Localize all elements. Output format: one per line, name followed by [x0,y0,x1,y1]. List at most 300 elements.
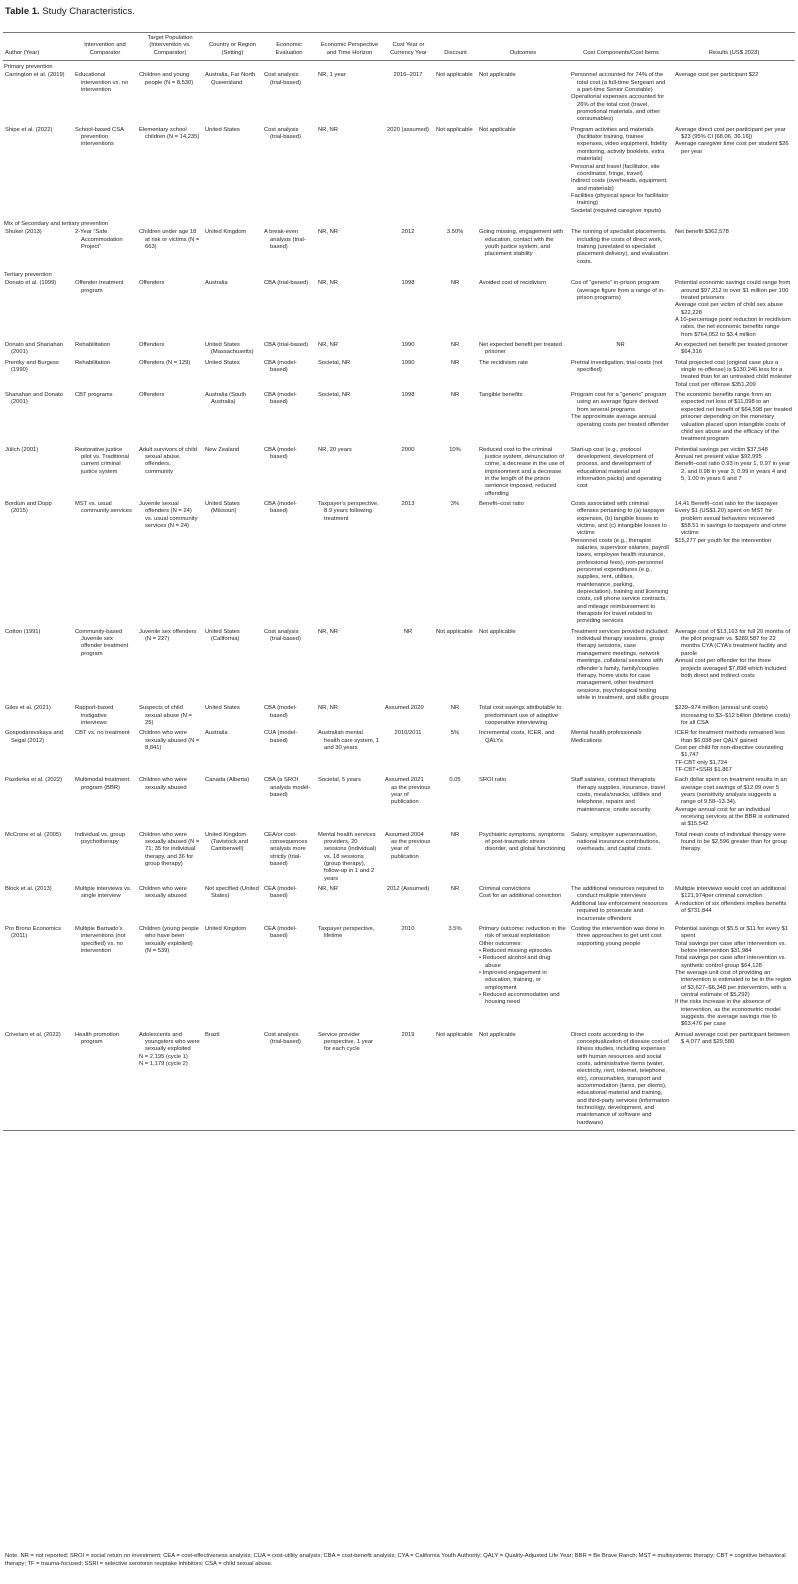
author-cell [3,501,73,629]
outcomes-cell [477,360,569,392]
outcomes-cell [477,1032,569,1131]
cell-text: Prentky and Burgess (1990) [5,359,59,374]
cell-text: Not applicable [436,628,473,635]
cell-text: The approximate average annual operating costs per treated offender [571,414,669,428]
cell-text: The running of specialist placements, including the costs of direct work, training (unrelated to specialist placement delivery), and evaluation costs. [571,229,669,265]
evaluation-cell [262,392,316,446]
cell-text: Australia, Far North Queensland [205,72,256,86]
author-cell [3,360,73,392]
cell-text: CUA (model-based) [264,730,298,744]
cell-text: Not applicable [479,628,516,635]
cell-text: 1998 [401,280,415,287]
evaluation-cell [262,447,316,501]
cell-text: Community-based Juvenile sex offender treatment program [75,628,129,657]
cell-text: NR [450,886,460,893]
cell-text: NR [450,280,460,287]
cost-components-cell [569,730,673,777]
cell-text: TF-CBT only $1,724 [675,759,728,766]
section-label: Tertiary prevention [4,271,52,278]
cell-text: CBA (trial-based) [264,280,309,287]
cost-year-cell [383,777,434,831]
discount-cell [434,1032,477,1131]
cell-text: ICER for treatment methods remained less than $6,038 per QALY gained [675,730,785,744]
cell-text: Total cost per offense $351,209 [675,381,756,388]
country-cell [203,629,262,705]
cell-text: CBA (model-based) [264,446,297,460]
author-cell [3,1032,73,1131]
cost-components-cell [569,832,673,886]
cost-year-cell [383,72,434,126]
cell-text: Individual vs. group psychotherapy [75,831,125,846]
evaluation-cell [262,832,316,886]
perspective-cell [316,360,383,392]
cell-text: Juvenile sex offenders (N = 227) [139,628,197,643]
cell-text: CBT programs [75,392,113,399]
discount-cell [434,447,477,501]
evaluation-cell [262,342,316,360]
column-header: Author (Year) [5,49,40,56]
cell-text: The recidivism rate [479,359,528,366]
cell-text: If the risks increase in the absence of intervention, as the econometric model suggests, the average savings rise to $63,476 per case [675,999,781,1028]
cell-text: Not specified (United States) [205,886,259,900]
cell-text: NR, NR [318,126,338,133]
discount-cell [434,832,477,886]
cell-text: Children who were sexually abused (N = 71; 35 for individual therapy, and 36 for group therapy) [139,831,200,868]
cell-text: Net benefit $362,578 [675,229,729,236]
cost-components-cell [569,72,673,126]
cell-text: 1990 [401,359,415,366]
cell-text: Societal, NR [318,359,351,366]
intervention-cell [73,501,137,629]
cell-text: 2016–2017 [393,72,423,79]
discount-cell [434,360,477,392]
cell-text: Societal, NR [318,392,351,399]
country-cell [203,832,262,886]
results-cell [673,629,795,705]
cell-text: Medications [571,737,602,744]
cost-components-cell [569,360,673,392]
author-cell [3,629,73,705]
column-header: Outcomes [509,49,537,56]
cell-text: United States (Missouri) [205,500,240,515]
cell-text: Average annual cost for an individual receiving services at the BBR is estimated at $15,542 [675,806,790,828]
author-cell [3,127,73,218]
table-row [3,629,795,705]
column-header: Target Population (Intervention vs. Comparator) [147,35,193,56]
cost-components-cell [569,886,673,926]
cell-text: Children who were sexually abused [139,777,188,791]
cell-text: Children who were sexually abused (N = 8,841) [139,730,200,751]
perspective-cell [316,392,383,446]
cell-text: Offender treatment program [75,280,124,294]
country-cell [203,229,262,269]
cell-text: 3% [450,500,460,507]
perspective-cell [316,777,383,831]
cell-text: Cotton (1991) [5,628,41,635]
table-row [3,229,795,269]
discount-cell [434,705,477,730]
cell-text: Average cost per victim of child sex abuse $22,228 [675,302,784,316]
cell-text: NR [450,342,460,349]
results-cell [673,886,795,926]
cost-components-cell [569,280,673,342]
population-cell [137,777,203,831]
cell-text: Children and young people (N = 8,530) [139,72,194,86]
results-cell [673,280,795,342]
cell-text: Not applicable [479,72,516,79]
intervention-cell [73,730,137,777]
table-row [3,926,795,1032]
results-cell [673,72,795,126]
cost-year-cell [383,886,434,926]
cell-text: Assumed 2004 as the previous year of publication [385,831,431,860]
perspective-cell [316,926,383,1032]
cell-text: N = 2,195 (cycle 1) [139,1053,188,1060]
column-header: Results (US$ 2023) [708,49,760,56]
cell-text: NR, NR [318,280,338,287]
country-cell [203,360,262,392]
cell-text: Total mean costs of individual therapy were found to be $2,596 greater than for group therapy [675,831,788,853]
cell-text: CEA (model-based) [264,925,297,940]
cost-components-cell [569,501,673,629]
author-cell [3,447,73,501]
cost-year-cell [383,832,434,886]
cell-text: United States (Massachusetts) [205,342,254,356]
cell-text: Treatment services provided included; individual therapy sessions, group therapy sessions, case management meetings, network meetings, collateral sessions with offender’s family, family/couples therapy, home visits for case management, other treatment sessions, psychological testing while in treatment, and skills groups [571,628,669,701]
results-cell [673,1032,795,1131]
cell-text: Costing the intervention was done in three approaches to get unit cost supporting young people [571,925,665,947]
cell-text: The average unit cost of providing an intervention is estimated to be in the region of $3,627–$6,348 per intervention, with a central estimate of $5,292) [675,969,792,998]
cell-text: Adolescents and youngsters who were sexually exploited [139,1031,200,1053]
population-cell [137,229,203,269]
cell-text: SROI ratio [479,777,507,784]
cell-text: New Zealand [205,446,240,453]
cell-text: Australian mental health care system, 1 and 30 years [318,730,380,751]
outcomes-cell [477,629,569,705]
discount-cell [434,501,477,629]
cell-text: NR, NR [318,886,338,893]
table-row [3,280,795,342]
cell-text: Criminal convictions [479,886,531,893]
discount-cell [434,342,477,360]
section-label: Mix of Secondary and tertiary prevention [4,220,109,227]
cell-text: $239–974 million (annual unit costs) increasing to $3–$12 billion (lifetime costs) for all CSA [675,705,791,726]
discount-cell [434,280,477,342]
cell-text: United Kingdom (Tavistock and Camberwell) [205,831,249,853]
column-header: Intervention and Comparator [84,42,126,56]
cost-components-cell [569,926,673,1032]
intervention-cell [73,229,137,269]
cell-text: Rehabilitation [75,359,111,366]
cell-text: Donato and Shanahan (2001) [5,342,64,356]
country-cell [203,705,262,730]
outcomes-cell [477,705,569,730]
cost-components-cell [569,777,673,831]
country-cell [203,72,262,126]
discount-cell [434,730,477,777]
cost-year-cell [383,280,434,342]
column-header: Country or Region (Setting) [208,42,257,56]
discount-cell [434,886,477,926]
table-row [3,127,795,218]
table-title: Study Characteristics. [42,6,135,17]
outcomes-cell [477,447,569,501]
cell-text: 1998 [401,392,415,399]
cell-text: Taxpayer perspective, lifetime [318,925,375,940]
cell-text: CEA (model-based) [264,886,297,900]
cell-text: The economic benefits range from an expected net loss of $11,098 to an expected net benefit of $64,598 per treated prisoner depending on the monetary valuation placed upon intangible costs of child sex abuse and the efficacy of the treatment program [675,392,792,443]
cell-text: Program activities and materials (facilitator training, trainee expenses, video equipment, fidelity monitoring, activity booklets, extra materials) [571,126,668,163]
perspective-cell [316,501,383,629]
country-cell [203,501,262,629]
cell-text: Additional law enforcement resources required to prosecute and incarcerate offenders [571,900,668,922]
intervention-cell [73,629,137,705]
intervention-cell [73,280,137,342]
cell-text: 2010 [401,925,415,932]
cell-text: Offenders [139,392,165,399]
cell-text: Carrington et al. (2019) [5,72,65,79]
population-cell [137,447,203,501]
section-label: Primary prevention [4,64,53,71]
evaluation-cell [262,629,316,705]
cost-components-cell [569,229,673,269]
intervention-cell [73,886,137,926]
author-cell [3,926,73,1032]
cell-text: Multimodal treatment program (BBR) [75,777,130,791]
cell-text: CBA (model-based) [264,500,297,515]
cell-text: Incremental costs, ICER, and QALYs [479,730,555,744]
cell-text: NR [450,359,460,366]
cell-text: Primary outcome: reduction in the risk of sexual exploitation [479,925,566,940]
cell-text: Pro Brono Economics (2011) [5,925,62,940]
author-cell [3,886,73,926]
cell-text: Average caregiver time cost per student $26 per year [675,141,789,155]
cost-year-cell [383,629,434,705]
cell-text: Cost for an additional conviction [479,893,562,900]
cell-text: Cost analysis (trial-based) [264,628,301,643]
perspective-cell [316,705,383,730]
cost-year-cell [383,926,434,1032]
population-cell [137,1032,203,1131]
table-row [3,1032,795,1131]
cell-text: CBA (model-based) [264,359,297,374]
cost-year-cell [383,229,434,269]
intervention-cell [73,342,137,360]
discount-cell [434,777,477,831]
column-header: Cost Components/Cost Items [583,49,659,56]
cell-text: Not applicable [436,126,473,133]
perspective-cell [316,280,383,342]
cell-text: Brazil [205,1031,220,1038]
cell-text: Offenders [139,280,165,287]
cost-year-cell [383,730,434,777]
cell-text: NR [450,831,460,838]
table-row [3,447,795,501]
cell-text: Shuker (2013) [5,229,42,236]
perspective-cell [316,730,383,777]
cell-text: MST vs. usual community services [75,500,132,515]
intervention-cell [73,127,137,218]
results-cell [673,926,795,1032]
table-note: Note. NR = not reported; SROI = social return on investment; CEA = cost-effectiveness analysis; CUA = cost-utility analysis; CBA = cost-benefit analysis; CYA = California Youth Authority; QALY = Quality-Adjusted Life Year; BBR = Be Brave Ranch; MST = multisystemic therapy; CBT = cognitive behavioral therapy; TF = trauma-focused; SSRI = selective serotonin reuptake inhibitors; CSA = child sexual abuse. [5,1553,786,1567]
cost-year-cell [383,360,434,392]
country-cell [203,342,262,360]
cell-text: Australia [205,730,228,737]
cell-text: Offenders (N = 129) [139,359,191,366]
cell-text: Potential savings per victim $37,548 [675,446,768,453]
population-cell [137,342,203,360]
author-cell [3,705,73,730]
outcomes-cell [477,832,569,886]
discount-cell [434,629,477,705]
cell-text: 3.50% [446,229,464,236]
discount-cell [434,127,477,218]
cell-text: 1990 [401,342,415,349]
cell-text: Elementary school children (N = 14,235) [139,126,200,141]
cell-text: Reduced cost to the criminal justice system, denunciation of crime, a decrease in the use of imprisonment and a decrease in the length of the prison sentence imposed, reduced offending [479,446,565,497]
section-row [3,218,795,229]
table-row [3,705,795,730]
intervention-cell [73,705,137,730]
author-cell [3,730,73,777]
cell-text: Direct costs according to the conceptualization of disease cost-of illness studies, including expenses with human resources and social costs, administrative items (water, electricity, rent, internet, telephone, etc), consumables, transport and accommodation (fares, per diems), educational material and training, and third-party services (information technology, development, and maintenance of software and hardware) [571,1031,670,1126]
cell-text: NR, NR [318,342,338,349]
cell-text: Operational expenses accounted for 26% of the total cost (travel, promotional materials, and other consumables) [571,94,665,123]
cell-text: Personal and travel (facilitator, site coordinator, fringe, travel) [571,163,660,177]
cell-text: Not applicable [479,126,516,133]
population-cell [137,392,203,446]
author-cell [3,777,73,831]
section-row [3,61,795,73]
intervention-cell [73,926,137,1032]
cell-text: Australia (South Australia) [205,392,247,406]
cell-text: United States (California) [205,628,240,643]
cell-text: Gospodarevskaya and Segal (2012) [5,730,64,744]
cell-text: Pazderka et al. (2022) [5,777,63,784]
cell-text: Canada (Alberta) [205,777,250,784]
evaluation-cell [262,360,316,392]
cell-text: Health promotion program [75,1031,120,1045]
cell-text: Societal, 5 years [318,777,361,784]
cell-text: Every $1 (US$1.20) spent on MST for problem sexual behaviors recovered $58.51 in savings to taxpayers and crime victims [675,508,787,537]
intervention-cell [73,777,137,831]
outcomes-cell [477,342,569,360]
table-row [3,392,795,446]
table-row [3,832,795,886]
cell-text: Staff salaries, contract therapists therapy supplies, insurance, travel costs, meals/snacks, utilities and telephone, repairs and maintenance, onsite security [571,777,665,813]
author-cell [3,832,73,886]
cell-text: Adult survivors of child sexual abuse, offenders, community [139,446,197,475]
cost-components-cell [569,392,673,446]
cell-text: United Kingdom [205,229,247,236]
cell-text: Taxpayer’s perspective, 8.9 years following treatment [318,500,379,522]
cost-components-cell [569,705,673,730]
cell-text: Societal (required caregiver inputs) [571,207,661,214]
perspective-cell [316,447,383,501]
cell-text: 3.5% [448,925,462,932]
table-caption [5,6,135,17]
perspective-cell [316,629,383,705]
results-cell [673,730,795,777]
cell-text: NR [403,628,413,635]
cell-text: Annual net present value $92,995 [675,453,762,460]
cell-text: Cost per child for non-directive counseling $1,747 [675,744,783,759]
cell-text: Children under age 18 at risk or victims (N = 663) [139,229,200,250]
table-row [3,777,795,831]
cell-text: Costs associated with criminal offenses pertaining to (a) taxpayer expenses, (b) tangible losses to victims, and (c) intangible losses to victims [571,500,667,537]
cell-text: Personnel costs (e.g., therapist salaries, supervisor salaries, payroll taxes, employee health insurance, professional fees), non-personnel personnel expenditures (e.g., supplies, rent, utilities, maintenance, parking, depreciation), training and licensing costs, cell phone service contracts, and mileage reimbursement to therapists for travel related to providing services [571,537,669,625]
cost-year-cell [383,392,434,446]
cell-text: Benefit–cost ratio [479,500,524,507]
intervention-cell [73,72,137,126]
cost-year-cell [383,342,434,360]
cell-text: United Kingdom [205,925,247,932]
perspective-cell [316,1032,383,1131]
cell-text: A reduction of six offenders implies benefits of $731,844 [675,900,787,915]
population-cell [137,832,203,886]
cell-text: • Improved engagement in education, training, or employment [479,969,547,991]
cell-text: 2-Year “Safe Accommodation Project” [75,229,123,250]
cell-text: 0.05 [449,777,461,784]
discount-cell [434,72,477,126]
country-cell [203,447,262,501]
table-header [3,33,795,61]
cell-text: Children (young people who have been sexually exploited) (N = 539) [139,925,199,954]
cell-text: 2013 [401,500,415,507]
perspective-cell [316,229,383,269]
evaluation-cell [262,777,316,831]
cell-text: NR, NR [318,705,338,712]
cell-text: Cost analysis (trial-based) [264,72,301,86]
population-cell [137,926,203,1032]
cell-text: Avoided cost of recidivism [479,280,546,287]
study-characteristics-table [3,32,795,1131]
table-row [3,886,795,926]
table-row [3,501,795,629]
cell-text: Offenders [139,342,165,349]
cell-text: 2000 [401,446,415,453]
cell-text: Children who were sexually abused [139,886,188,900]
table-body [3,61,795,1131]
column-header: Economic Evaluation [275,42,303,56]
cell-text: NR, NR [318,229,338,236]
outcomes-cell [477,501,569,629]
cell-text: Mental health services providers, 20 sessions (individual) vs. 18 sessions (group therapy), follow-up in 1 and 2 years [318,831,377,882]
author-cell [3,72,73,126]
cell-text: Each dollar spent on treatment results in an average cost savings of $12.09 over 5 years (sensitivity analysis suggests a range of 9.58–13.34). [675,777,787,806]
author-cell [3,342,73,360]
results-cell [673,777,795,831]
intervention-cell [73,392,137,446]
column-header: Economic Perspective and Time Horizon [320,42,379,56]
table-row [3,342,795,360]
author-cell [3,392,73,446]
evaluation-cell [262,280,316,342]
table-row [3,72,795,126]
evaluation-cell [262,229,316,269]
cell-text: Salary, employer superannuation, national insurance contributions, overheads, and capital costs. [571,831,661,853]
cell-text: NR [450,392,460,399]
cell-text: NR, 1 year [318,72,346,79]
country-cell [203,1032,262,1131]
outcomes-cell [477,72,569,126]
outcomes-cell [477,127,569,218]
cell-text: CBA (model-based) [264,705,297,719]
table-row [3,730,795,777]
author-cell [3,229,73,269]
cell-text: Net expected benefit per treated prisoner [479,342,562,356]
cell-text: Not applicable [436,72,473,79]
